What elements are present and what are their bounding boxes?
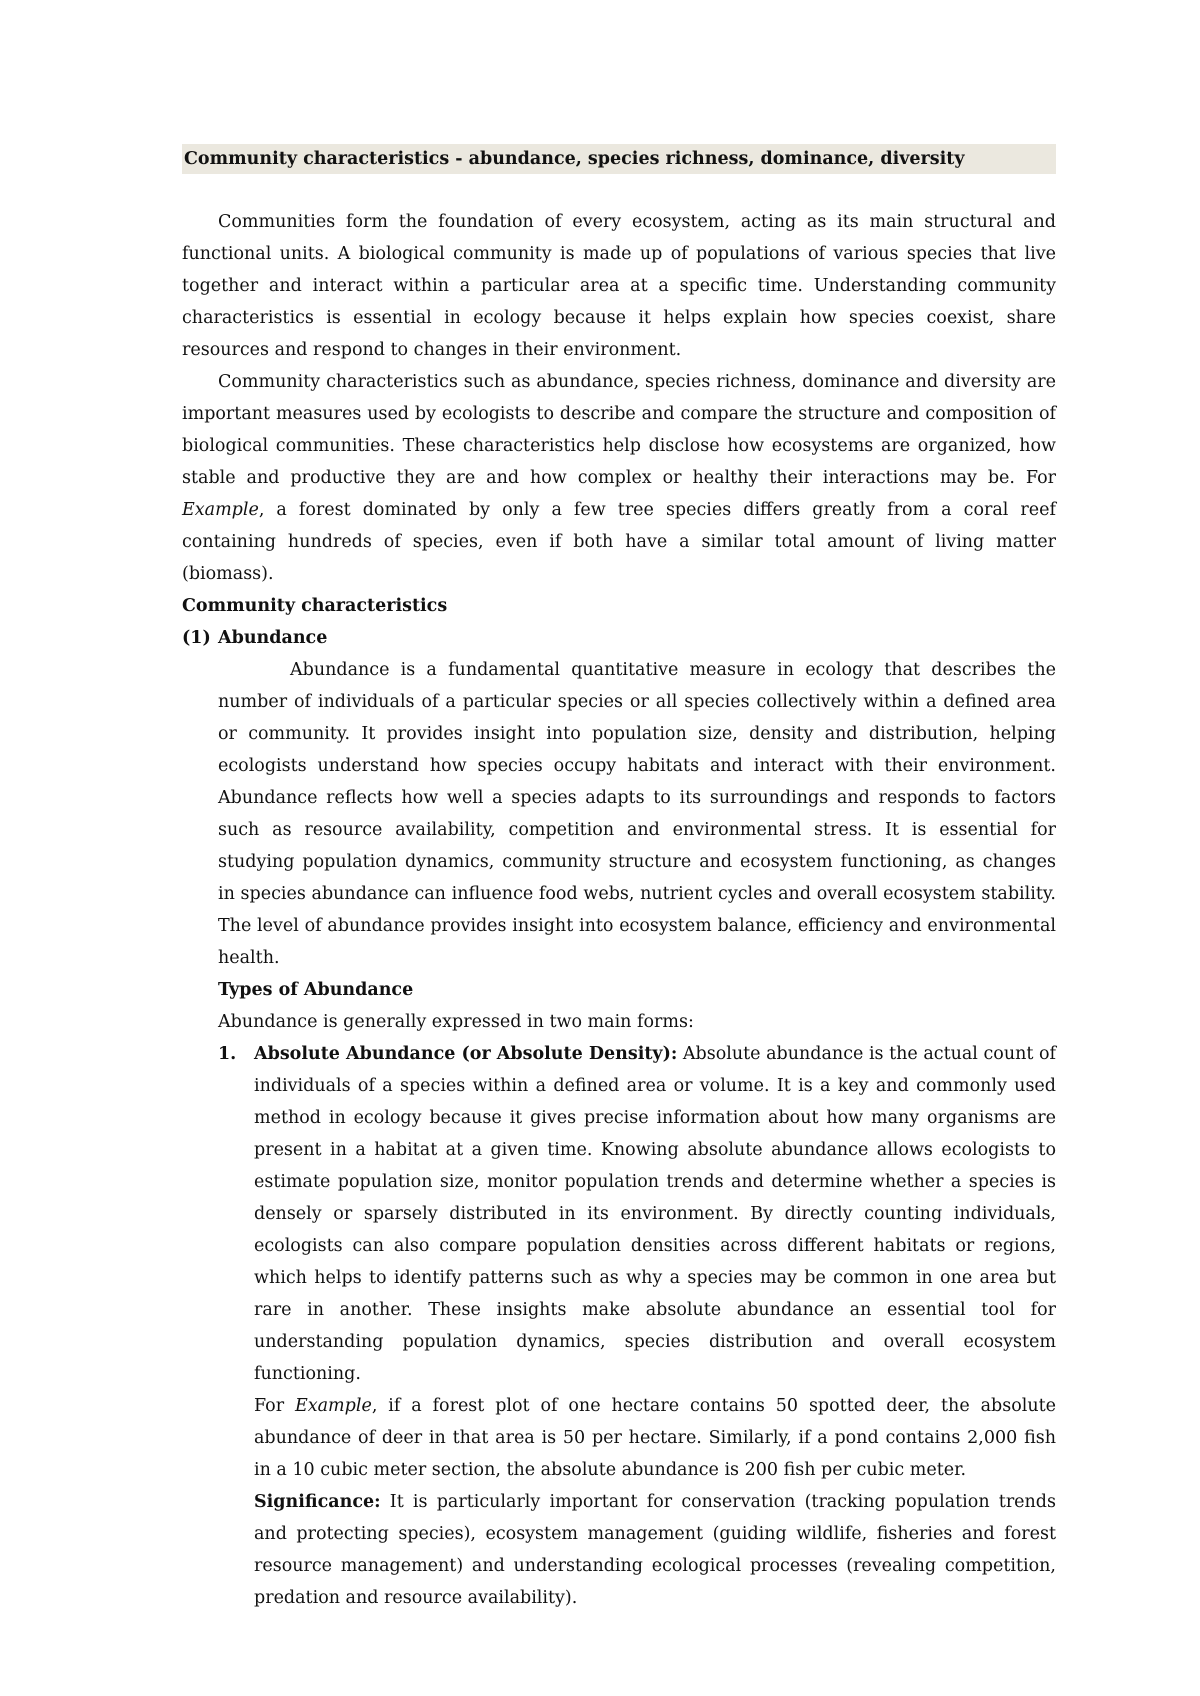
significance-text: It is particularly important for conservation (tracking population trends and protecting species), ecosystem management (guiding wildlife, fisheries and forest resource management) and understanding ecological processes (revealing competition, predation and resource availability). xyxy=(254,1492,1056,1608)
example-text: , if a forest plot of one hectare contains 50 spotted deer, the absolute abundance of deer in that area is 50 per hectare. Similarly, if a pond contains 2,000 fish in a 10 cubic meter section, the absolute abundance is 200 fish per cubic meter. xyxy=(254,1396,1056,1480)
document-content xyxy=(182,144,1056,1614)
example-emphasis: Example xyxy=(182,500,259,520)
section-heading: Community characteristics xyxy=(182,596,448,616)
abundance-body: Abundance is a fundamental quantitative measure in ecology that describes the number of individuals of a particular species or all species collectively within a defined area or community. It provides insight into population size, density and distribution, helping ecologists understand how species occupy habitats and interact with their environment. Abundance reflects how well a species adapts to its surroundings and responds to factors such as resource availability, competition and environmental stress. It is essential for studying population dynamics, community structure and ecosystem functioning, as changes in species abundance can influence food webs, nutrient cycles and overall ecosystem stability. The level of abundance provides insight into ecosystem balance, efficiency and environmental health. xyxy=(218,660,1056,968)
absolute-abundance-term: Absolute Abundance (or Absolute Density): xyxy=(254,1044,678,1064)
significance-label: Significance: xyxy=(254,1492,381,1512)
example-emphasis-2: Example xyxy=(294,1396,372,1416)
absolute-abundance-significance xyxy=(254,1486,1056,1614)
abundance-heading xyxy=(182,622,1056,654)
types-intro: Abundance is generally expressed in two main forms: xyxy=(218,1012,694,1032)
types-heading: Types of Abundance xyxy=(218,980,414,1000)
abundance-section xyxy=(182,654,1056,1038)
abundance-heading-number: (1) xyxy=(182,628,211,648)
example-prefix: For xyxy=(254,1396,295,1416)
list-item-absolute-abundance xyxy=(182,1038,1056,1614)
intro-paragraph-2-text-end: , a forest dominated by only a few tree species differs greatly from a coral reef containing hundreds of species, even if both have a similar total amount of living matter (biomass). xyxy=(182,500,1056,584)
abundance-heading-label: Abundance xyxy=(218,628,328,648)
document-title: Community characteristics - abundance, species richness, dominance, diversity xyxy=(182,144,1056,174)
intro-paragraph-1: Communities form the foundation of every ecosystem, acting as its main structural and functional units. A biological community is made up of populations of various species that live together and interact within a particular area at a specific time. Understanding community characteristics is essential in ecology because it helps explain how species coexist, share resources and respond to changes in their environment. xyxy=(182,212,1056,360)
absolute-abundance-text: Absolute abundance is the actual count of individuals of a species within a defined area or volume. It is a key and commonly used method in ecology because it gives precise information about how many organisms are present in a habitat at a given time. Knowing absolute abundance allows ecologists to estimate population size, monitor population trends and determine whether a species is densely or sparsely distributed in its environment. By directly counting individuals, ecologists can also compare population densities across different habitats or regions, which helps to identify patterns such as why a species may be common in one area but rare in another. These insights make absolute abundance an essential tool for understanding population dynamics, species distribution and overall ecosystem functioning. xyxy=(254,1044,1056,1384)
intro-paragraph-2-text: Community characteristics such as abundance, species richness, dominance and diversity are important measures used by ecologists to describe and compare the structure and composition of biological communities. These characteristics help disclose how ecosystems are organized, how stable and productive they are and how complex or healthy their interactions may be. For xyxy=(182,372,1056,488)
absolute-abundance-definition xyxy=(254,1038,1056,1390)
absolute-abundance-example xyxy=(254,1390,1056,1486)
intro-paragraph-2 xyxy=(182,366,1056,590)
list-item-number: 1. xyxy=(218,1044,237,1064)
